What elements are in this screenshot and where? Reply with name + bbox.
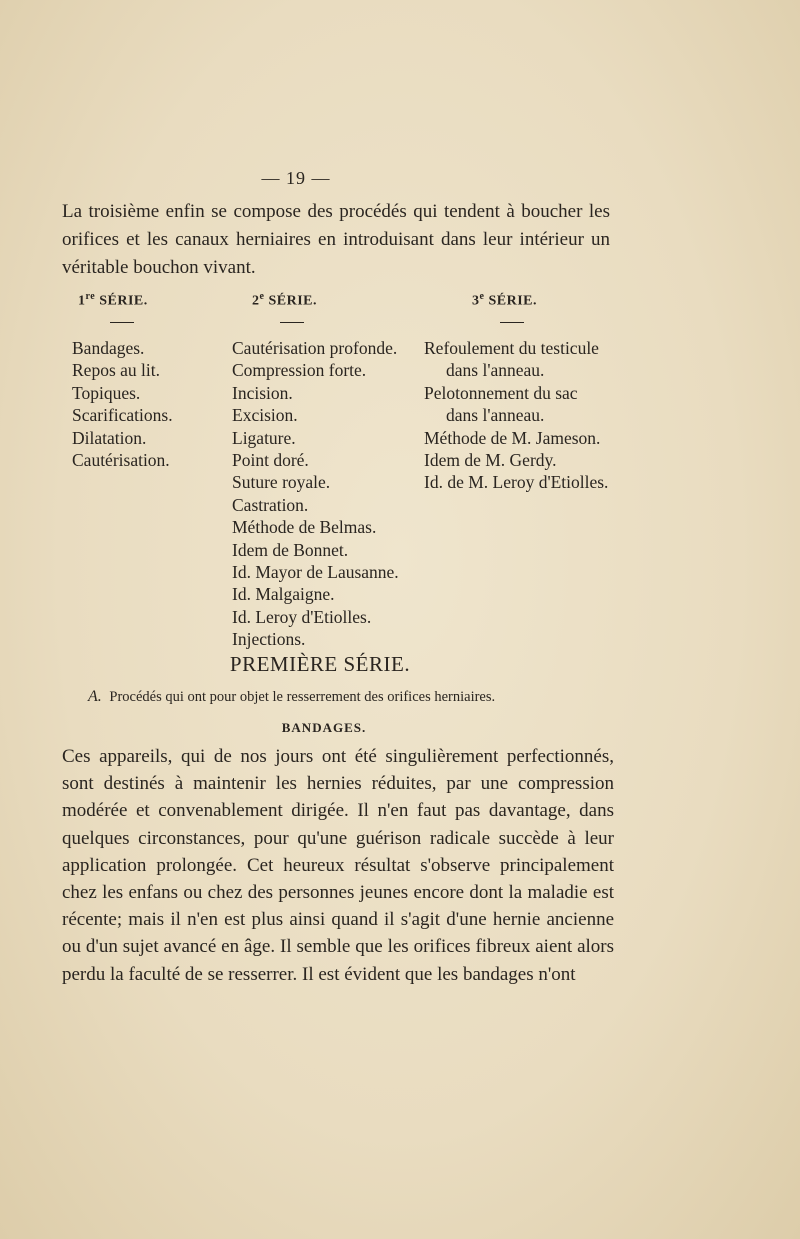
series-1-ordinal: re xyxy=(85,291,96,302)
list-item: Méthode de M. Jameson. xyxy=(424,427,601,448)
page-number: — 19 — xyxy=(261,168,331,188)
series-1-label: SÉRIE. xyxy=(95,293,148,309)
list-item: Id. Mayor de Lausanne. xyxy=(232,562,399,583)
series-2-column xyxy=(232,286,399,651)
series-1-heading xyxy=(72,286,173,312)
series-1-column xyxy=(72,286,173,471)
list-item: Suture royale. xyxy=(232,472,331,493)
list-item: Ligature. xyxy=(232,427,296,448)
series-2-ordinal: e xyxy=(259,291,265,302)
body-paragraph xyxy=(62,743,614,988)
subsection-text: Procédés qui ont pour objet le resserrement des orifices herniaires. xyxy=(109,689,496,705)
series-3-column xyxy=(424,286,608,494)
subsection-heading xyxy=(88,688,688,706)
list-item: Excision. xyxy=(232,405,298,426)
list-item: Cautérisation. xyxy=(72,450,170,471)
series-2-number: 2 xyxy=(252,293,260,309)
series-3-ordinal: e xyxy=(479,291,485,302)
list-item: Topiques. xyxy=(72,382,141,403)
series-1-number: 1 xyxy=(78,293,86,309)
list-item: Repos au lit. xyxy=(72,360,160,381)
subsection-letter: A. xyxy=(88,688,102,705)
list-item: Id. de M. Leroy d'Etiolles. xyxy=(424,472,609,493)
list-item: Dilatation. xyxy=(72,427,147,448)
intro-text: La troisième enfin se compose des procédés qui tendent à boucher les orifices et les canaux herniaires en introduisant dans leur intérieur un véritable bouchon vivant. xyxy=(62,201,610,278)
series-3-number: 3 xyxy=(472,293,480,309)
list-item: Méthode de Belmas. xyxy=(232,517,377,538)
list-item: dans l'anneau. xyxy=(446,405,545,426)
intro-paragraph xyxy=(62,198,610,282)
series-2-label: SÉRIE. xyxy=(264,293,317,309)
list-item: Scarifications. xyxy=(72,405,173,426)
list-item: Injections. xyxy=(232,629,306,650)
list-item: Castration. xyxy=(232,494,309,515)
series-1-rule xyxy=(110,322,134,323)
list-item: Incision. xyxy=(232,382,293,403)
section-title: PREMIÈRE SÉRIE. xyxy=(229,652,411,676)
list-item: Pelotonnement du sac xyxy=(424,382,578,403)
list-item: Idem de Bonnet. xyxy=(232,539,349,560)
series-2-rule xyxy=(280,322,304,323)
series-2-heading xyxy=(232,286,399,312)
list-item: Compression forte. xyxy=(232,360,367,381)
series-3-rule xyxy=(500,322,524,323)
list-item: Cautérisation profonde. xyxy=(232,338,398,358)
series-3-label: SÉRIE. xyxy=(484,293,537,309)
list-item: Point doré. xyxy=(232,450,309,471)
subheading: BANDAGES. xyxy=(281,720,367,735)
series-3-heading xyxy=(424,286,608,312)
list-item: Id. Leroy d'Etiolles. xyxy=(232,606,372,627)
list-item: Id. Malgaigne. xyxy=(232,584,335,605)
list-item: Bandages. xyxy=(72,338,145,358)
list-item: Refoulement du testicule xyxy=(424,338,599,358)
list-item: Idem de M. Gerdy. xyxy=(424,450,557,471)
list-item: dans l'anneau. xyxy=(446,360,545,381)
body-text: Ces appareils, qui de nos jours ont été singulièrement perfectionnés, sont destinés à maintenir les hernies réduites, par une compression modérée et convenablement dirigée. Il n'en faut pas davantage, dans quelques circonstances, pour qu'une guérison radicale succède à leur application prolongée. Cet heureux résultat s'observe principalement chez les enfans ou chez des personnes jeunes encore dont la maladie est récente; mais il n'en est plus ainsi quand il s'agit d'une hernie ancienne ou d'un sujet avancé en âge. Il semble que les orifices fibreux aient alors perdu la faculté de se resserrer. Il est évident que les bandages n'ont xyxy=(62,746,614,985)
